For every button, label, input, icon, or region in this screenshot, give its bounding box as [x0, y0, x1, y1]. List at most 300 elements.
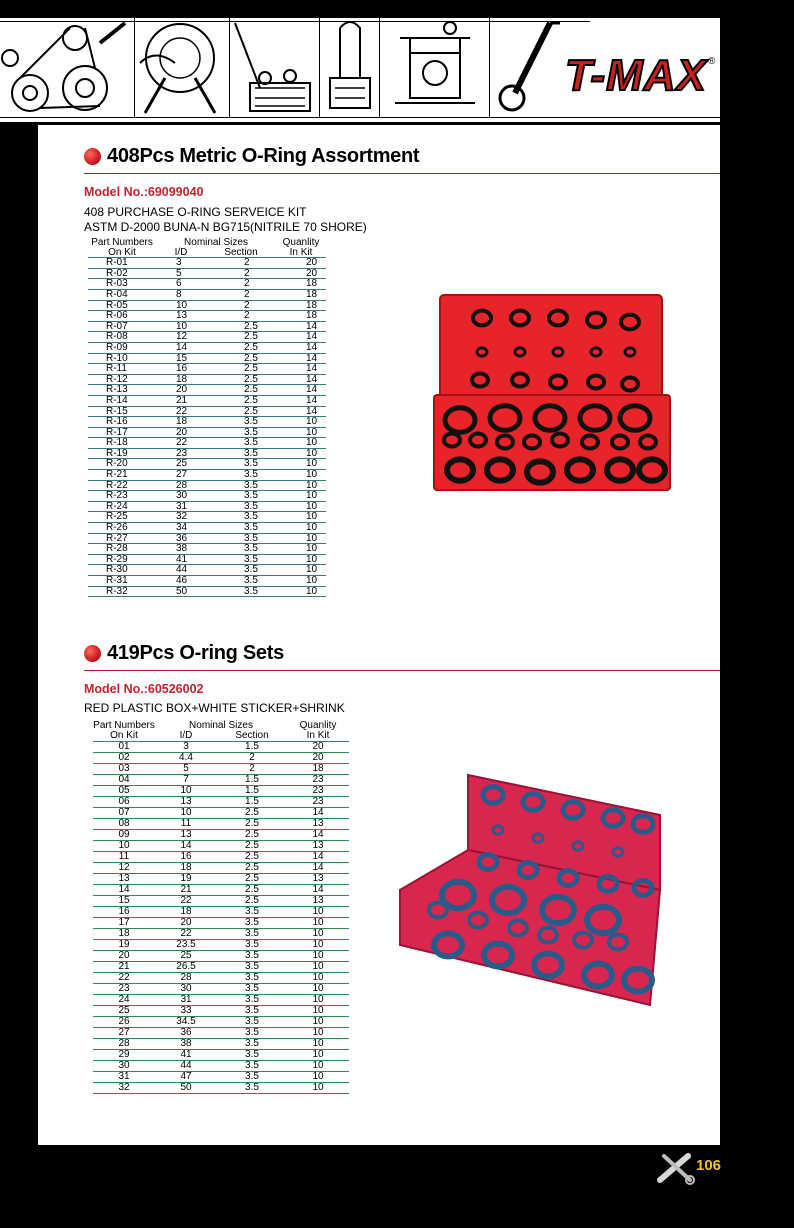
cell-quantity: 14: [276, 395, 326, 406]
table-row: [93, 1072, 349, 1083]
cell-section: 3.5: [206, 544, 276, 555]
cell-quantity: 20: [276, 258, 326, 269]
cell-inner-diameter: 14: [156, 342, 206, 353]
table-row: [93, 885, 349, 896]
cell-inner-diameter: 18: [155, 863, 217, 874]
cell-quantity: 13: [287, 896, 349, 907]
table-row: [88, 311, 326, 322]
page-number: 106: [696, 1157, 722, 1174]
header-quantity: Quanlity: [282, 237, 320, 248]
cell-inner-diameter: 18: [156, 417, 206, 428]
cell-quantity: 23: [287, 775, 349, 786]
cell-part-number: 16: [93, 907, 155, 918]
table-row: [88, 374, 326, 385]
cell-part-number: 22: [93, 973, 155, 984]
cell-part-number: R-28: [88, 544, 156, 555]
brand-name: T-MAX: [565, 51, 707, 100]
cell-section: 2.5: [206, 353, 276, 364]
cell-quantity: 14: [287, 808, 349, 819]
cell-section: 3.5: [217, 951, 287, 962]
header-part-numbers: Part Numbers: [91, 237, 153, 248]
cell-section: 3.5: [217, 1050, 287, 1061]
cell-part-number: 06: [93, 797, 155, 808]
table-row: [93, 1039, 349, 1050]
table-row: [88, 459, 326, 470]
cell-part-number: 15: [93, 896, 155, 907]
section2-heading: [84, 642, 284, 665]
cell-quantity: 14: [287, 852, 349, 863]
cell-section: 3.5: [217, 1061, 287, 1072]
cell-inner-diameter: 50: [155, 1083, 217, 1094]
table-row: [88, 258, 326, 269]
cell-inner-diameter: 22: [155, 896, 217, 907]
cell-quantity: 10: [276, 576, 326, 587]
cell-section: 2.5: [217, 841, 287, 852]
table-row: [93, 1006, 349, 1017]
cell-inner-diameter: 20: [155, 918, 217, 929]
header-in-kit: In Kit: [287, 731, 349, 742]
cell-quantity: 10: [276, 438, 326, 449]
cell-section: 1.5: [217, 786, 287, 797]
cell-quantity: 18: [276, 311, 326, 322]
section2-rule: [84, 670, 720, 671]
cell-part-number: 17: [93, 918, 155, 929]
cell-section: 3.5: [217, 1072, 287, 1083]
section2-desc-line1: RED PLASTIC BOX+WHITE STICKER+SHRINK: [84, 701, 345, 715]
cell-quantity: 14: [276, 321, 326, 332]
table-row: [88, 385, 326, 396]
cell-inner-diameter: 36: [155, 1028, 217, 1039]
cell-section: 3.5: [217, 995, 287, 1006]
table-row: [93, 797, 349, 808]
cell-part-number: 31: [93, 1072, 155, 1083]
cell-part-number: 11: [93, 852, 155, 863]
cell-quantity: 23: [287, 797, 349, 808]
cell-section: 3.5: [217, 940, 287, 951]
tools-icon: [656, 1150, 696, 1186]
table-row: [88, 342, 326, 353]
cell-quantity: 18: [276, 300, 326, 311]
table-row: [88, 427, 326, 438]
cell-quantity: 10: [276, 491, 326, 502]
cell-inner-diameter: 38: [155, 1039, 217, 1050]
cell-quantity: 10: [287, 973, 349, 984]
cell-section: 3.5: [217, 907, 287, 918]
table-row: [88, 364, 326, 375]
cell-section: 2: [206, 289, 276, 300]
cell-quantity: 14: [287, 885, 349, 896]
cell-quantity: 10: [276, 470, 326, 481]
cell-section: 2: [206, 279, 276, 290]
table-row: [93, 841, 349, 852]
cell-inner-diameter: 22: [155, 929, 217, 940]
table-row: [88, 438, 326, 449]
section2-spec-table: [93, 721, 349, 1094]
cell-quantity: 10: [276, 533, 326, 544]
cell-quantity: 18: [287, 764, 349, 775]
table-row: [93, 962, 349, 973]
section1-title: 408Pcs Metric O-Ring Assortment: [107, 145, 420, 167]
cell-inner-diameter: 31: [156, 501, 206, 512]
cell-part-number: R-20: [88, 459, 156, 470]
cell-part-number: R-23: [88, 491, 156, 502]
bullet-icon: [84, 645, 101, 662]
table-row: [88, 321, 326, 332]
table-row: [88, 565, 326, 576]
cell-quantity: 10: [287, 1017, 349, 1028]
cell-quantity: 20: [287, 753, 349, 764]
cell-part-number: R-16: [88, 417, 156, 428]
cell-part-number: R-07: [88, 321, 156, 332]
table-row: [93, 995, 349, 1006]
cell-part-number: R-03: [88, 279, 156, 290]
cell-inner-diameter: 15: [156, 353, 206, 364]
registered-mark: ®: [708, 56, 716, 67]
cell-part-number: R-11: [88, 364, 156, 375]
cell-inner-diameter: 3: [155, 742, 217, 753]
table-row: [93, 907, 349, 918]
cell-section: 3.5: [206, 512, 276, 523]
table-row: [88, 406, 326, 417]
cell-quantity: 10: [276, 523, 326, 534]
header-nominal-sizes: Nominal Sizes: [184, 237, 248, 248]
cell-quantity: 10: [287, 962, 349, 973]
header-id: I/D: [156, 248, 206, 258]
brand-logo: [565, 46, 725, 106]
table-row: [93, 1061, 349, 1072]
table-row: [88, 586, 326, 597]
cell-section: 3.5: [206, 523, 276, 534]
header-tool-brake: [135, 0, 230, 118]
cell-section: 2.5: [206, 395, 276, 406]
table-row: [88, 279, 326, 290]
cell-part-number: 10: [93, 841, 155, 852]
table-row: [93, 973, 349, 984]
table-row: [93, 764, 349, 775]
cell-section: 3.5: [206, 470, 276, 481]
cell-inner-diameter: 30: [156, 491, 206, 502]
cell-inner-diameter: 18: [155, 907, 217, 918]
section1-model: Model No.:69099040: [84, 185, 204, 199]
cell-part-number: 13: [93, 874, 155, 885]
cell-quantity: 14: [276, 385, 326, 396]
page-header: [0, 0, 794, 125]
table-row: [88, 332, 326, 343]
cell-quantity: 10: [287, 1028, 349, 1039]
cell-quantity: 10: [276, 554, 326, 565]
cell-inner-diameter: 16: [155, 852, 217, 863]
cell-inner-diameter: 30: [155, 984, 217, 995]
table-row: [88, 512, 326, 523]
cell-section: 2: [206, 268, 276, 279]
table-row: [93, 1017, 349, 1028]
cell-inner-diameter: 13: [155, 797, 217, 808]
cell-section: 3.5: [217, 962, 287, 973]
cell-inner-diameter: 22: [156, 406, 206, 417]
cell-section: 3.5: [206, 417, 276, 428]
cell-inner-diameter: 5: [155, 764, 217, 775]
cell-inner-diameter: 7: [155, 775, 217, 786]
cell-part-number: R-05: [88, 300, 156, 311]
table-row: [88, 554, 326, 565]
cell-quantity: 10: [276, 480, 326, 491]
table-row: [88, 300, 326, 311]
cell-inner-diameter: 10: [156, 300, 206, 311]
cell-quantity: 10: [276, 586, 326, 597]
table-row: [93, 742, 349, 753]
cell-part-number: 08: [93, 819, 155, 830]
cell-section: 3.5: [206, 533, 276, 544]
header-part-numbers: Part Numbers: [93, 720, 155, 731]
table-row: [93, 984, 349, 995]
cell-part-number: 04: [93, 775, 155, 786]
cell-section: 3.5: [217, 1039, 287, 1050]
cell-part-number: R-04: [88, 289, 156, 300]
cell-quantity: 10: [276, 544, 326, 555]
cell-quantity: 10: [276, 417, 326, 428]
cell-section: 2.5: [206, 385, 276, 396]
cell-section: 2.5: [206, 406, 276, 417]
cell-part-number: R-15: [88, 406, 156, 417]
cell-inner-diameter: 13: [155, 830, 217, 841]
table-row: [88, 417, 326, 428]
cell-part-number: 27: [93, 1028, 155, 1039]
cell-part-number: 24: [93, 995, 155, 1006]
cell-part-number: R-10: [88, 353, 156, 364]
cell-quantity: 10: [287, 1039, 349, 1050]
cell-quantity: 10: [287, 918, 349, 929]
cell-section: 2.5: [206, 321, 276, 332]
cell-part-number: R-26: [88, 523, 156, 534]
section1-desc-line2: ASTM D-2000 BUNA-N BG715(NITRILE 70 SHORE): [84, 220, 367, 234]
cell-quantity: 13: [287, 819, 349, 830]
cell-quantity: 10: [287, 984, 349, 995]
cell-inner-diameter: 47: [155, 1072, 217, 1083]
cell-section: 1.5: [217, 797, 287, 808]
cell-section: 3.5: [206, 565, 276, 576]
cell-section: 3.5: [206, 448, 276, 459]
table-row: [93, 786, 349, 797]
cell-section: 2.5: [206, 342, 276, 353]
cell-section: 3.5: [206, 427, 276, 438]
cell-quantity: 10: [287, 1006, 349, 1017]
cell-section: 2.5: [206, 364, 276, 375]
cell-quantity: 14: [276, 342, 326, 353]
table-row: [93, 1028, 349, 1039]
cell-inner-diameter: 44: [156, 565, 206, 576]
cell-part-number: R-08: [88, 332, 156, 343]
cell-inner-diameter: 28: [156, 480, 206, 491]
cell-section: 3.5: [217, 929, 287, 940]
table-row: [88, 576, 326, 587]
cell-section: 3.5: [217, 1028, 287, 1039]
cell-inner-diameter: 22: [156, 438, 206, 449]
cell-quantity: 13: [287, 874, 349, 885]
cell-section: 2: [217, 753, 287, 764]
table-row: [88, 395, 326, 406]
cell-inner-diameter: 25: [156, 459, 206, 470]
table-row: [93, 819, 349, 830]
table-row: [93, 1083, 349, 1094]
cell-section: 2.5: [217, 863, 287, 874]
content-area: [38, 125, 720, 1145]
cell-part-number: R-22: [88, 480, 156, 491]
table-row: [88, 448, 326, 459]
cell-quantity: 14: [276, 406, 326, 417]
cell-section: 2.5: [217, 852, 287, 863]
cell-inner-diameter: 41: [155, 1050, 217, 1061]
cell-inner-diameter: 16: [156, 364, 206, 375]
table-row: [93, 775, 349, 786]
table-row: [93, 896, 349, 907]
table-row: [93, 830, 349, 841]
cell-inner-diameter: 25: [155, 951, 217, 962]
cell-inner-diameter: 18: [156, 374, 206, 385]
cell-part-number: 05: [93, 786, 155, 797]
cell-inner-diameter: 20: [156, 427, 206, 438]
cell-section: 3.5: [217, 1006, 287, 1017]
cell-quantity: 14: [276, 332, 326, 343]
cell-inner-diameter: 31: [155, 995, 217, 1006]
section1-heading: [84, 145, 419, 168]
cell-quantity: 18: [276, 279, 326, 290]
table-row: [88, 491, 326, 502]
cell-part-number: R-09: [88, 342, 156, 353]
cell-part-number: 25: [93, 1006, 155, 1017]
cell-quantity: 10: [276, 565, 326, 576]
header-tool-belt-drive: [0, 0, 135, 118]
cell-part-number: 23: [93, 984, 155, 995]
cell-quantity: 10: [287, 940, 349, 951]
cell-inner-diameter: 23: [156, 448, 206, 459]
cell-part-number: R-27: [88, 533, 156, 544]
header-section: Section: [217, 731, 287, 742]
cell-quantity: 10: [276, 459, 326, 470]
cell-inner-diameter: 21: [156, 395, 206, 406]
cell-inner-diameter: 10: [156, 321, 206, 332]
cell-part-number: 20: [93, 951, 155, 962]
cell-inner-diameter: 8: [156, 289, 206, 300]
cell-section: 3.5: [217, 918, 287, 929]
cell-part-number: R-24: [88, 501, 156, 512]
cell-section: 2: [206, 258, 276, 269]
cell-inner-diameter: 12: [156, 332, 206, 343]
cell-inner-diameter: 41: [156, 554, 206, 565]
table-row: [88, 501, 326, 512]
cell-section: 3.5: [206, 554, 276, 565]
cell-section: 2.5: [206, 374, 276, 385]
table-row: [93, 863, 349, 874]
cell-quantity: 20: [276, 268, 326, 279]
cell-inner-diameter: 23.5: [155, 940, 217, 951]
cell-part-number: R-12: [88, 374, 156, 385]
table-row: [88, 533, 326, 544]
cell-part-number: 07: [93, 808, 155, 819]
cell-part-number: R-31: [88, 576, 156, 587]
cell-part-number: 21: [93, 962, 155, 973]
table-row: [93, 940, 349, 951]
cell-inner-diameter: 46: [156, 576, 206, 587]
cell-part-number: 03: [93, 764, 155, 775]
cell-part-number: R-29: [88, 554, 156, 565]
cell-part-number: 19: [93, 940, 155, 951]
cell-section: 2.5: [217, 896, 287, 907]
cell-quantity: 10: [287, 951, 349, 962]
cell-section: 2: [206, 311, 276, 322]
cell-section: 3.5: [217, 984, 287, 995]
cell-inner-diameter: 21: [155, 885, 217, 896]
table-row: [93, 852, 349, 863]
table-subheader-row: [93, 731, 349, 742]
cell-part-number: 18: [93, 929, 155, 940]
cell-section: 3.5: [206, 501, 276, 512]
cell-part-number: R-02: [88, 268, 156, 279]
product-photo-oring-set-pink: [398, 770, 668, 1010]
header-on-kit: On Kit: [88, 248, 156, 258]
cell-part-number: 32: [93, 1083, 155, 1094]
header-quantity: Quanlity: [299, 720, 337, 731]
cell-quantity: 10: [287, 1050, 349, 1061]
cell-inner-diameter: 6: [156, 279, 206, 290]
cell-section: 3.5: [217, 973, 287, 984]
header-tool-press: [380, 0, 490, 118]
table-row: [88, 470, 326, 481]
section1-rule: [84, 173, 720, 174]
cell-section: 3.5: [217, 1017, 287, 1028]
cell-quantity: 10: [287, 995, 349, 1006]
cell-section: 3.5: [206, 491, 276, 502]
cell-quantity: 14: [276, 353, 326, 364]
cell-inner-diameter: 26.5: [155, 962, 217, 973]
cell-part-number: 02: [93, 753, 155, 764]
cell-section: 2.5: [217, 830, 287, 841]
header-nominal-sizes: Nominal Sizes: [189, 720, 253, 731]
section1-spec-table: [88, 238, 326, 597]
cell-part-number: 09: [93, 830, 155, 841]
cell-quantity: 10: [276, 501, 326, 512]
cell-inner-diameter: 27: [156, 470, 206, 481]
cell-part-number: R-14: [88, 395, 156, 406]
table-row: [93, 1050, 349, 1061]
cell-part-number: R-18: [88, 438, 156, 449]
cell-inner-diameter: 34: [156, 523, 206, 534]
cell-quantity: 10: [276, 512, 326, 523]
cell-section: 2.5: [217, 885, 287, 896]
cell-quantity: 10: [276, 448, 326, 459]
table-row: [93, 753, 349, 764]
cell-part-number: R-21: [88, 470, 156, 481]
cell-quantity: 10: [287, 1083, 349, 1094]
table-row: [93, 918, 349, 929]
cell-section: 3.5: [206, 586, 276, 597]
cell-part-number: 26: [93, 1017, 155, 1028]
cell-section: 2.5: [206, 332, 276, 343]
header-in-kit: In Kit: [276, 248, 326, 258]
cell-inner-diameter: 10: [155, 786, 217, 797]
cell-section: 1.5: [217, 742, 287, 753]
section2-model: Model No.:60526002: [84, 682, 204, 696]
cell-quantity: 10: [287, 929, 349, 940]
cell-inner-diameter: 32: [156, 512, 206, 523]
bullet-icon: [84, 148, 101, 165]
header-tool-lift: [320, 0, 380, 118]
cell-section: 1.5: [217, 775, 287, 786]
cell-section: 2.5: [217, 874, 287, 885]
cell-section: 3.5: [217, 1083, 287, 1094]
cell-section: 2: [217, 764, 287, 775]
cell-inner-diameter: 33: [155, 1006, 217, 1017]
table-row: [88, 523, 326, 534]
